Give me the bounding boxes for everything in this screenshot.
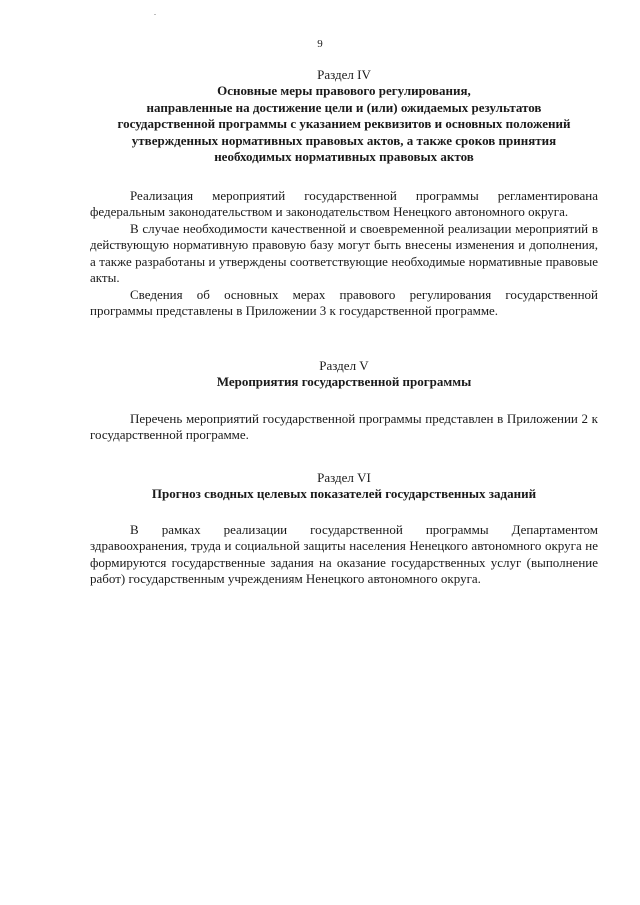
scan-speck (154, 14, 156, 15)
section-heading: Раздел IV (317, 67, 371, 82)
section-title-line: необходимых нормативных правовых актов (214, 149, 474, 164)
paragraph: Сведения об основных мерах правового регулирования государственной программы представлены в Приложении 3 к государственной программе. (90, 286, 598, 318)
page-number: 9 (317, 38, 323, 50)
section-4 (90, 66, 598, 320)
section-heading: Раздел VI (317, 470, 371, 485)
section-6 (90, 469, 598, 588)
section-title-line: Прогноз сводных целевых показателей государственных заданий (151, 486, 537, 501)
paragraph: Перечень мероприятий государственной программы представлен в Приложении 2 к государственной программе. (90, 410, 598, 442)
section-title-line: государственной программы с указанием реквизитов и основных положений (117, 116, 571, 131)
section-title-line: Основные меры правового регулирования, (217, 83, 471, 98)
section-body (90, 522, 598, 588)
section-title-line: направленные на достижение цели и (или) ожидаемых результатов (146, 99, 542, 115)
paragraph: В случае необходимости качественной и своевременной реализации мероприятий в действующую нормативную правовую базу могут быть внесены изменения и дополнения, а также разработаны и утверждены соответствующие необходимые нормативные правовые акты. (90, 220, 598, 285)
section-title-line: Мероприятия государственной программы (216, 374, 472, 389)
paragraph: Реализация мероприятий государственной программы регламентирована федеральным законодательством и законодательством Ненецкого автономного округа. (90, 187, 598, 219)
section-title-line: утвержденных нормативных правовых актов, а также сроков принятия (131, 132, 557, 148)
section-body (90, 411, 598, 444)
section-heading: Раздел V (319, 358, 369, 373)
section-body (90, 188, 598, 320)
section-5 (90, 357, 598, 444)
paragraph: В рамках реализации государственной программы Департаментом здравоохранения, труда и социальной защиты населения Ненецкого автономного округа не формируются государственные задания на оказание государственных услуг (выполнение работ) государственным учреждениям Ненецкого автономного округа. (90, 521, 598, 586)
